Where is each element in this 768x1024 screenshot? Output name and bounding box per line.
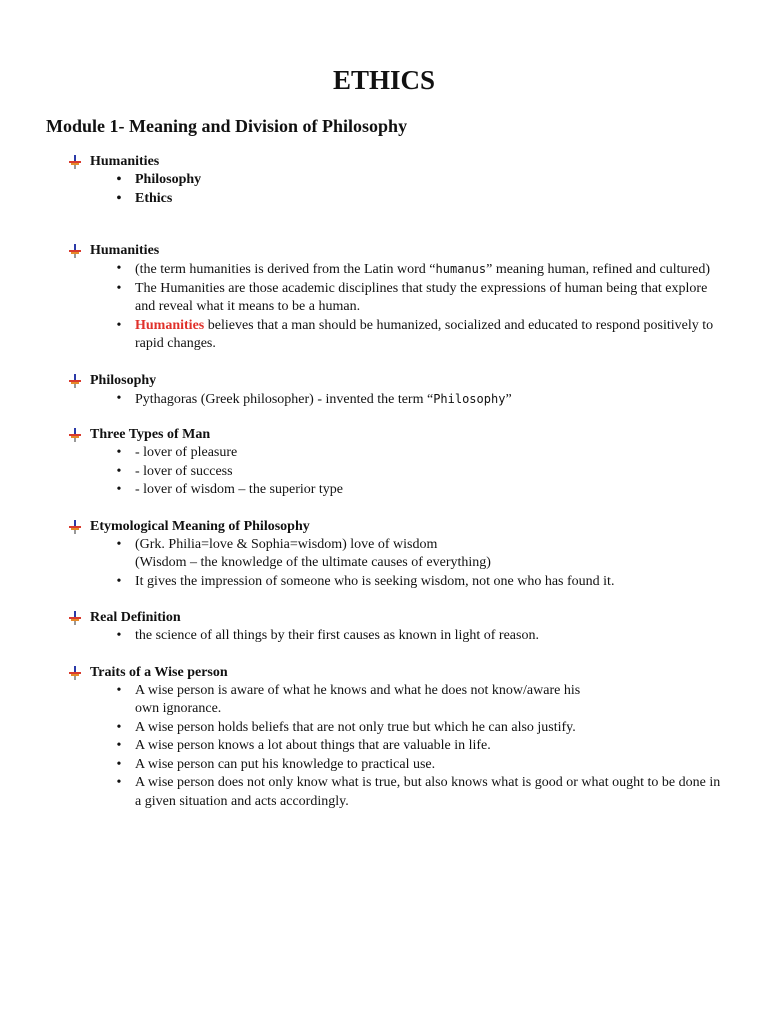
list-item-text: - lover of wisdom – the superior type xyxy=(135,482,344,497)
list-item xyxy=(68,317,725,354)
highlighted-term: Humanities xyxy=(135,317,205,333)
list-item-text: A wise person can put his knowledge to practical use. xyxy=(135,756,436,772)
list-item xyxy=(68,481,725,500)
pushpin-icon xyxy=(68,520,82,534)
bullet-list xyxy=(68,390,728,410)
section-heading xyxy=(68,425,728,444)
pushpin-icon xyxy=(68,155,82,169)
document-content xyxy=(0,152,768,811)
bullet-icon: • xyxy=(116,682,122,698)
list-item xyxy=(68,171,725,190)
list-item-text: It gives the impression of someone who is seeking wisdom, not one who has found it. xyxy=(135,573,615,589)
section-humanities-overview xyxy=(68,152,728,208)
latin-word: humanus xyxy=(435,262,487,276)
list-item-text: A wise person does not only know what is true, but also knows what is good or what ought to be done in a given situation and acts accordingly. xyxy=(135,775,721,809)
section-heading xyxy=(68,663,728,682)
list-item xyxy=(68,444,725,463)
bullet-icon: • xyxy=(116,775,122,790)
document-title: ETHICS xyxy=(332,65,436,95)
bullet-list xyxy=(68,536,728,592)
section-philosophy xyxy=(68,371,728,410)
bullet-icon: • xyxy=(116,738,122,753)
bullet-icon: • xyxy=(116,628,122,643)
list-item-text: A wise person knows a lot about things that are valuable in life. xyxy=(135,738,491,753)
list-item-text: (Grk. Philia=love & Sophia=wisdom) love of wisdom xyxy=(135,536,438,552)
bullet-icon: • xyxy=(116,482,122,497)
list-item-text: - lover of success xyxy=(135,463,233,479)
bullet-list xyxy=(68,260,728,354)
list-item xyxy=(68,190,725,209)
pushpin-icon xyxy=(68,374,82,388)
section-heading xyxy=(68,371,728,390)
bullet-icon: • xyxy=(116,190,122,206)
section-heading-text: Real Definition xyxy=(90,610,181,625)
list-item xyxy=(68,756,725,775)
bullet-icon: • xyxy=(116,573,122,589)
bullet-list xyxy=(68,682,728,812)
bullet-list xyxy=(68,171,728,208)
section-traits-of-wise-person xyxy=(68,663,728,812)
section-heading xyxy=(68,608,728,627)
section-heading xyxy=(68,517,728,536)
section-heading-text: Humanities xyxy=(90,154,160,169)
list-item xyxy=(68,280,725,317)
pushpin-icon xyxy=(68,244,82,258)
term-word: Philosophy xyxy=(433,391,506,406)
section-etymological-meaning xyxy=(68,517,728,592)
section-heading-text: Humanities xyxy=(90,243,160,258)
list-item xyxy=(68,774,725,811)
bullet-icon: • xyxy=(116,390,122,406)
list-item-text: Philosophy xyxy=(135,172,202,187)
list-item-text: A wise person is aware of what he knows and what he does not know/aware his xyxy=(135,682,581,698)
list-item-text: Pythagoras (Greek philosopher) - invented the term “ xyxy=(135,391,434,407)
section-heading xyxy=(68,152,728,171)
section-heading-text: Traits of a Wise person xyxy=(90,664,228,680)
list-item xyxy=(68,463,725,482)
pushpin-icon xyxy=(68,611,82,625)
section-heading xyxy=(68,241,728,260)
list-item-text: ” meaning human, refined and cultured) xyxy=(486,262,711,277)
list-item xyxy=(68,682,725,719)
list-item-text: the science of all things by their first causes as known in light of reason. xyxy=(135,628,539,643)
pushpin-icon xyxy=(68,666,82,680)
bullet-icon: • xyxy=(116,719,122,735)
section-real-definition xyxy=(68,608,728,646)
bullet-list xyxy=(68,627,728,646)
module-title: Module 1- Meaning and Division of Philosophy xyxy=(46,116,408,136)
pushpin-icon xyxy=(68,428,82,442)
list-item-text: (Wisdom – the knowledge of the ultimate causes of everything) xyxy=(135,555,491,570)
section-three-types-of-man xyxy=(68,425,728,500)
list-item xyxy=(68,390,725,410)
list-item-text: own ignorance. xyxy=(135,701,222,716)
bullet-icon: • xyxy=(116,445,122,460)
bullet-icon: • xyxy=(116,261,122,276)
list-item-text: - lover of pleasure xyxy=(135,445,238,460)
bullet-list xyxy=(68,444,728,500)
list-item-text: The Humanities are those academic disciplines that study the expressions of human being that explore and reveal what it means to be a human. xyxy=(135,280,708,314)
list-item xyxy=(68,627,725,646)
bullet-icon: • xyxy=(116,463,122,479)
section-heading-text: Three Types of Man xyxy=(90,427,211,442)
list-item-text: Ethics xyxy=(135,190,173,206)
section-heading-text: Philosophy xyxy=(90,372,157,388)
bullet-icon: • xyxy=(116,756,122,772)
list-item-text: (the term humanities is derived from the Latin word “ xyxy=(135,262,436,277)
list-item xyxy=(68,573,725,592)
list-item xyxy=(68,260,725,280)
list-item-text: ” xyxy=(505,391,512,407)
list-item-text: believes that a man should be humanized, socialized and educated to respond positively to rapid changes. xyxy=(135,317,714,351)
list-item xyxy=(68,719,725,738)
bullet-icon: • xyxy=(116,280,122,296)
bullet-icon: • xyxy=(116,172,122,187)
list-item-text: A wise person holds beliefs that are not only true but which he can also justify. xyxy=(135,719,576,735)
section-heading-text: Etymological Meaning of Philosophy xyxy=(90,518,310,534)
bullet-icon: • xyxy=(116,317,122,333)
list-item xyxy=(68,737,725,756)
list-item xyxy=(68,536,725,573)
section-humanities-definition xyxy=(68,241,728,354)
bullet-icon: • xyxy=(116,536,122,552)
